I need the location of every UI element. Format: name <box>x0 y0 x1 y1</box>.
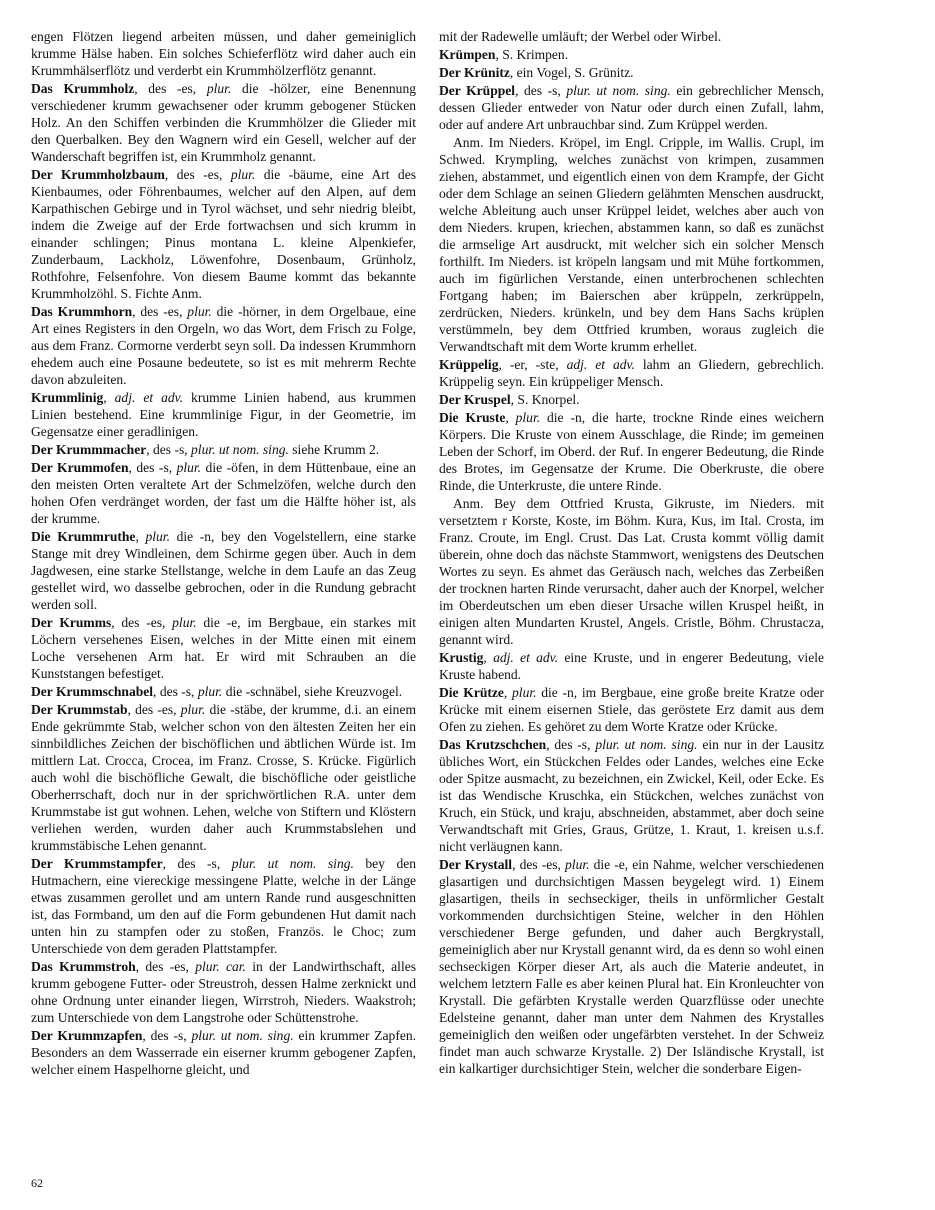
entry-text: ein nur in der Lausitz übliches Wort, ein Stückchen Feldes oder Landes, welches eine Ecke oder Spitze ausmacht, zu bezeichnen, ein Zwickel, Keil, oder Ecke. Es ist das Wendische Kruschka, ein Stückchen, welches zunächst von Kruch, ein Stück, und kraju, abschneiden, abstammet, aber doch seine Verwandtschaft mit Gries, Graus, Grütze, 1. Kraut, 1. kreisen u.s.f. nicht verläugnen kann. <box>439 737 824 854</box>
entry-label: plur. ut nom. sing. <box>191 442 289 457</box>
entry-label: plur. <box>565 857 590 872</box>
left-column <box>31 28 416 1079</box>
entry-headword: Krummlinig <box>31 390 104 405</box>
entry-grammar: , <box>483 650 494 665</box>
entry-grammar: , des -s, <box>153 684 198 699</box>
entry-label: plur. <box>512 685 537 700</box>
entry-text: die -e, ein Nahme, welcher verschiedenen glasartigen und durchsichtigen Massen beygelegt wird. 1) Einem glasartigen, theils in sechseckiger, theils in unförmlicher Gestalt vorkommenden durchsichtigen Steine, welcher in den Höhlen verschiedener Berge gefunden, und daher auch Bergkrystall, gemeiniglich aber nur Krystall genannt wird, da es denn so wohl einen sechseckigen Körper dieser Art, als auch die Materie andeutet, in welchem letztern Falle es aber keinen Plural hat. Ein Kronleuchter von Krystall. Die gefärbten Krystalle werden Quarzflüsse oder unechte Edelsteine genannt, daher man unter dem Nahmen des Krystalles gemeiniglich den weißen oder ungefärbten verstehet. In der Schweiz findet man auch schwarze Krystalle. 2) Der Isländische Krystall, ist ein kalkartiger durchsichtiger Stein, welcher die sonderbare Eigen- <box>439 857 824 1076</box>
dictionary-entry <box>31 166 416 302</box>
entry-text: S. Knorpel. <box>517 392 580 407</box>
entry-headword: Die Krummruthe <box>31 529 136 544</box>
entry-headword: Der Krummmacher <box>31 442 147 457</box>
entry-grammar: , des -es, <box>134 81 207 96</box>
entry-grammar: , des -es, <box>132 304 188 319</box>
dictionary-entry <box>439 649 824 683</box>
entry-headword: Krüppelig <box>439 357 499 372</box>
entry-text: lahm an Gliedern, gebrechlich. Krüppelig seyn. Ein krüppeliger Mensch. <box>439 357 824 389</box>
dictionary-entry <box>31 28 416 79</box>
entry-headword: Krümpen <box>439 47 496 62</box>
entry-label: plur. <box>197 684 223 699</box>
dictionary-entry <box>31 459 416 527</box>
entry-text: die -n, im Bergbaue, eine große breite Kratze oder Krücke mit einem eisernen Stiele, das geröstete Erz damit aus dem Ofen zu ziehen. Es gehöret zu dem Worte Kratze oder Krücke. <box>439 685 825 734</box>
entry-grammar: , <box>509 65 517 80</box>
entry-text: ein Vogel, S. Grünitz. <box>516 65 634 80</box>
entry-grammar: , <box>510 392 518 407</box>
entry-headword: Das Krummhorn <box>31 304 133 319</box>
dictionary-entry <box>31 701 416 854</box>
entry-text: engen Flötzen liegend arbeiten müssen, und daher gemeiniglich krumme Hälse haben. Ein solches Schieferflötz wird daher auch ein Krummhälserflötz und verderbt ein Krummhölzerflötz genannt. <box>31 29 416 78</box>
entry-text: in der Landwirthschaft, alles krumm gebogene Futter- oder Streustroh, dessen Halme zerknickt und ohne Ordnung unter einander liegen, Wirrstroh, Nieders. Waakstroh; zum Unterschiede von dem Langstrohe oder Schüttenstrohe. <box>31 959 416 1025</box>
entry-text: bey den Hutmachern, eine viereckige messingene Platte, welche in der Länge etwas zusammen gerollet und am untern Rande rund ausgeschnitten ist, das Formband, um den auf die Form gebundenen Hut damit nach unten hin zu stampfen oder zu stoßen, Französ. le Choc; zum Unterschiede von dem geraden Plattstampfer. <box>31 856 416 956</box>
entry-grammar: , des -es, <box>164 167 231 182</box>
entry-text: ein krummer Zapfen. Besonders an dem Wasserrade ein eiserner krumm gebogener Zapfen, welcher einem Haspelhorne gleicht, und <box>31 1028 417 1077</box>
annotation-paragraph <box>439 495 824 648</box>
entry-headword: Der Krummstab <box>31 702 128 717</box>
entry-label: plur. <box>230 167 256 182</box>
entry-grammar: , des -es, <box>127 702 181 717</box>
dictionary-entry <box>439 391 824 408</box>
entry-headword: Der Krummstampfer <box>31 856 163 871</box>
entry-grammar: , -er, -ste, <box>498 357 567 372</box>
dictionary-entry <box>31 614 416 682</box>
entry-label: adj. et adv. <box>566 357 635 372</box>
entry-text: siehe Krumm 2. <box>292 442 380 457</box>
entry-grammar: , des -es, <box>512 857 566 872</box>
entry-text: die -öfen, in dem Hüttenbaue, eine an den meisten Orten veraltete Art der Schmelzöfen, welche durch den hohen Ofen verdränget worden, der fast um die Hälfte höher ist, als der krumme. <box>31 460 416 526</box>
dictionary-entry <box>31 683 416 700</box>
entry-text: die -schnäbel, siehe Kreuzvogel. <box>225 684 403 699</box>
entry-grammar: , des -s, <box>142 1028 192 1043</box>
entry-label: adj. et adv. <box>493 650 559 665</box>
entry-grammar: , <box>135 529 146 544</box>
entry-headword: Der Krummschnabel <box>31 684 154 699</box>
dictionary-entry <box>439 46 824 63</box>
entry-text: die -n, die harte, trockne Rinde eines weichern Körpers. Die Kruste von einem Ausschlage, die Rinde; im gemeinen Leben der Schorf, im Oberd. der Ruf. In engerer Bedeutung, die Rinde des Brotes, im Gegensatze der Krume. Die Oberkruste, die obere Rinde, die Unterkruste, die untere Rinde. <box>439 410 824 493</box>
entry-text: die -hörner, in dem Orgelbaue, eine Art eines Registers in den Orgeln, wo das Wort, dem Frisch zu Folge, aus dem Franz. Cormorne verderbt seyn soll. Da indessen Krummhorn ehedem auch eine Posaune bedeutete, so ist es mit mehrerm Rechte davon abzuleiten. <box>31 304 416 387</box>
entry-headword: Der Krummofen <box>31 460 129 475</box>
entry-text: Anm. Im Nieders. Kröpel, im Engl. Cripple, im Wallis. Crupl, im Schwed. Krympling, welches zunächst von krimpen, zusammen ziehen, abstammet, und eigentlich einen von dem Krampfe, der Gicht oder dem Schlage an seinen Gliedern gelähmten Menschen ausdruckt, welche Ableitung auch unser Krüppel leidet, welches aber auch von dem Nieders. krupen, kriechen, abstammen kann, so daß es zunächst die armselige Art ausdruckt, mit welcher sich ein solcher Mensch forthilft. Im Nieders. ist kröpeln langsam und mit Mühe fortkommen, auch im figürlichen Verstande, einen unterbrochenen schlechten Fortgang haben; im Baierschen aber krüppeln, zerkrüppeln, zerdrücken, Nieders. krünkeln, und bey dem Hans Sachs krüplen verstümmeln, bey dem Ottfried krumben, woraus zugleich die Verwandtschaft mit dem Worte krumm erhellet. <box>439 135 824 354</box>
entry-grammar: , des -es, <box>135 959 196 974</box>
entry-label: adj. et adv. <box>114 390 184 405</box>
entry-text: mit der Radewelle umläuft; der Werbel oder Wirbel. <box>439 29 722 44</box>
dictionary-entry <box>31 528 416 613</box>
entry-grammar: , des -s, <box>162 856 232 871</box>
dictionary-entry <box>439 28 824 45</box>
dictionary-entry <box>31 80 416 165</box>
entry-text: die -n, bey den Vogelstellern, eine starke Stange mit drey Windleinen, dem Schirme gegen über. Auch in dem Jagdwesen, eine starke Stellstange, welche in dem Laufe an das Zeug gestellet wird, wo dasselbe gebrochen, oder in die Rundung gebracht werden soll. <box>31 529 416 612</box>
entry-text: die -e, im Bergbaue, ein starkes mit Löchern versehenes Eisen, welches in der Mitte einen mit einem Loche versehenen Arm hat. Er wird mit Schrauben an die Kunststangen befestiget. <box>31 615 416 681</box>
entry-headword: Der Krüppel <box>439 83 516 98</box>
entry-text: S. Krimpen. <box>502 47 569 62</box>
entry-grammar: , <box>505 410 516 425</box>
entry-text: krumme Linien habend, aus krummen Linien bestehend. Eine krummlinige Figur, in der Geometrie, im Gegensatze einer geradlinigen. <box>31 390 416 439</box>
entry-label: plur. car. <box>195 959 246 974</box>
entry-grammar: , des -s, <box>546 737 596 752</box>
entry-label: plur. <box>172 615 197 630</box>
entry-label: plur. <box>176 460 202 475</box>
dictionary-entry <box>31 1027 416 1078</box>
dictionary-entry <box>439 82 824 133</box>
right-column <box>439 28 824 1078</box>
dictionary-entry <box>31 958 416 1026</box>
dictionary-entry <box>439 409 824 494</box>
entry-text: ein gebrechlicher Mensch, dessen Glieder entweder von Natur oder durch einen Zufall, lahm, oder auf andere Art unbrauchbar sind. Zum Krüppel werden. <box>439 83 825 132</box>
entry-headword: Der Krummholzbaum <box>31 167 165 182</box>
entry-label: plur. <box>515 410 541 425</box>
entry-headword: Der Krünitz <box>439 65 510 80</box>
entry-text: die -bäume, eine Art des Kienbaumes, oder Föhrenbaumes, welcher auf den Alpen, auf dem Karpathischen Gebirge und in Tyrol wächset, und sehr niedrig bleibt, indem die Zweige auf der Erde fortwachsen und sich krumm in einander schlingen; Pinus montana L. kleine Alpenkiefer, Zunderbaum, Lackholz, Löwenfohre, Dosenbaum, Grünholz, Rothfohre, Felsenfohre. Von diesem Baume kommt das bekannte Krummholzöhl. S. Fichte Anm. <box>31 167 416 301</box>
entry-headword: Die Krütze <box>439 685 504 700</box>
dictionary-entry <box>31 855 416 957</box>
entry-grammar: , des -es, <box>111 615 173 630</box>
annotation-paragraph <box>439 134 824 355</box>
entry-text: die -stäbe, der krumme, d.i. an einem Ende gekrümmte Stab, welcher schon von den ältesten Zeiten her ein sinnbildliches Zeichen der bischöflichen und äbtlichen Würde ist. Im mittlern Lat. Crocca, Crocea, im Franz. Crosse, S. Krücke. Figürlich auch wohl die bischöfliche Gewalt, die bischöfliche oder geistliche Oberherrschaft, doch nur in der sprichwörtlichen R.A. unter dem Krummstabe ist gut wohnen. Lehen, welche von Stiftern und Klöstern verliehen werden, wurden daher auch Krummstabslehen und krummstäbische Lehen genannt. <box>31 702 416 853</box>
entry-label: plur. <box>180 702 206 717</box>
entry-grammar: , <box>503 685 513 700</box>
dictionary-entry <box>439 64 824 81</box>
entry-grammar: , des -s, <box>128 460 177 475</box>
entry-label: plur. ut nom. sing. <box>231 856 354 871</box>
entry-label: plur. ut nom. sing. <box>566 83 671 98</box>
entry-label: plur. ut nom. sing. <box>595 737 698 752</box>
entry-headword: Krustig <box>439 650 484 665</box>
entry-headword: Der Krystall <box>439 857 513 872</box>
entry-label: plur. <box>187 304 212 319</box>
entry-text: eine Kruste, und in engerer Bedeutung, viele Kruste habend. <box>439 650 824 682</box>
dictionary-entry <box>439 356 824 390</box>
entry-grammar: , des -s, <box>515 83 567 98</box>
entry-headword: Die Kruste <box>439 410 506 425</box>
entry-grammar: , <box>495 47 503 62</box>
entry-label: plur. <box>206 81 232 96</box>
entry-headword: Das Krutzschchen <box>439 737 547 752</box>
dictionary-entry <box>31 303 416 388</box>
page-number: 62 <box>31 1176 43 1190</box>
entry-text: die -hölzer, eine Benennung verschiedener krumm gewachsener oder krumm gebogener Stücken Holz. An den Schiffen verbinden die Krummhölzer die Glieder mit den Querbalken. Bey den Wagnern wird ein Gesell, welcher auf der Wanderschaft begriffen ist, ein Krummholz genannt. <box>31 81 417 164</box>
entry-label: plur. ut nom. sing. <box>191 1028 294 1043</box>
entry-grammar: , des -s, <box>146 442 192 457</box>
dictionary-entry <box>31 441 416 458</box>
entry-text: Anm. Bey dem Ottfried Krusta, Gikruste, im Nieders. mit versetztem r Korste, Koste, im Böhm. Kura, Kus, im Ital. Crosta, im Franz. Croute, im Engl. Crust. Das Lat. Crusta kommt völlig damit überein, ohne doch das nächste Stammwort, wenigstens des Deutschen Wortes zu seyn. Es ahmet das Geräusch nach, welches das Zerbeißen der trocknen harten Rinde verursacht, daher auch der Knorpel, welcher im Oberdeutschen um eben dieser Ursache willen Kruspel heißt, in einigen alten Mundarten Krustel, Angels. Cristle, Böhm. Chrustacza, genannt wird. <box>439 496 824 647</box>
entry-grammar: , <box>103 390 115 405</box>
dictionary-entry <box>439 736 824 855</box>
entry-headword: Der Kruspel <box>439 392 511 407</box>
entry-headword: Der Krumms <box>31 615 112 630</box>
dictionary-entry <box>439 856 824 1077</box>
dictionary-entry <box>31 389 416 440</box>
entry-headword: Der Krummzapfen <box>31 1028 143 1043</box>
dictionary-entry <box>439 684 824 735</box>
entry-label: plur. <box>145 529 170 544</box>
entry-headword: Das Krummholz <box>31 81 135 96</box>
entry-headword: Das Krummstroh <box>31 959 136 974</box>
